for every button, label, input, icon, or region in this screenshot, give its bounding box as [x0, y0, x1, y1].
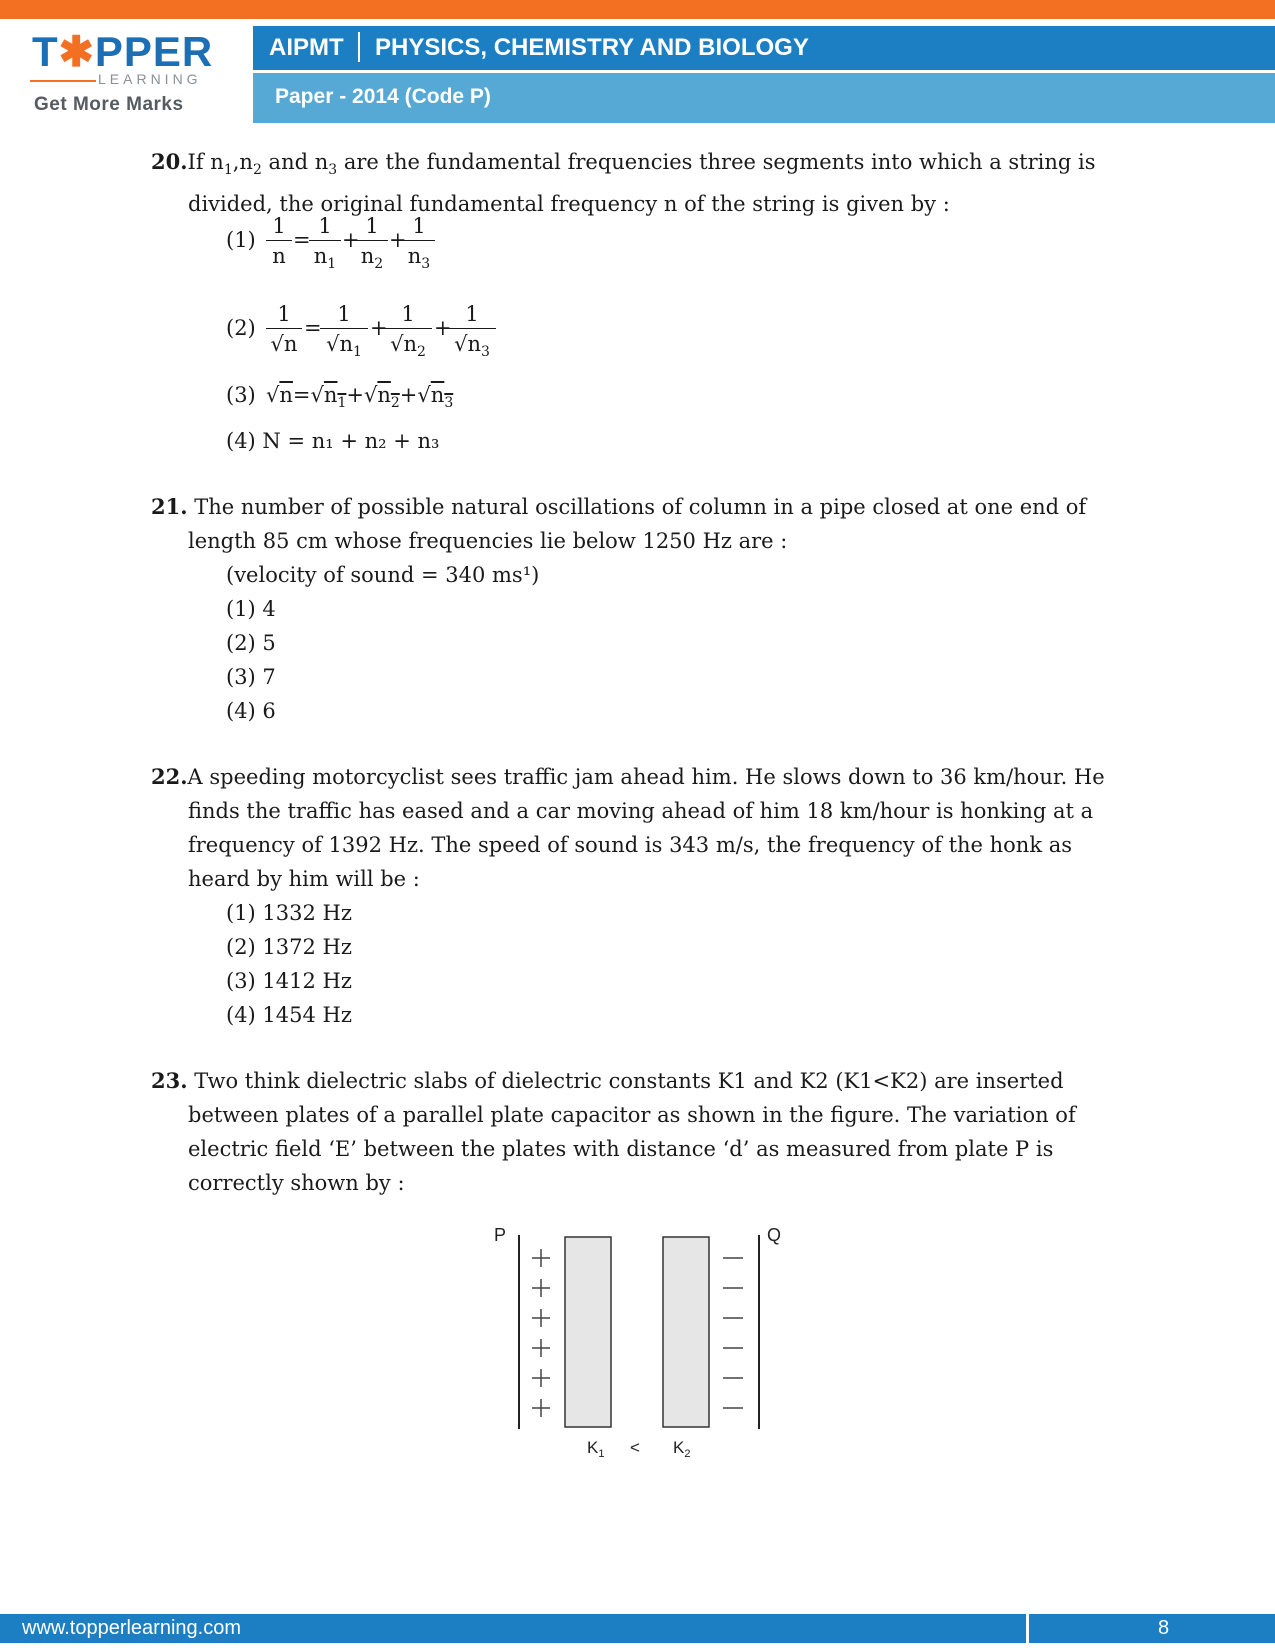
- slab-k1: [565, 1237, 611, 1427]
- question-20: 20.If $n_1,n_2$ and $n_3$ are the fundamental frequencies three segments into which a string is divided, the original fundamental frequency n of the string is given by :: [151, 145, 1111, 221]
- topper-logo: [30, 28, 214, 120]
- question-number: 20.: [151, 149, 188, 174]
- k1-label: $K_1$: [587, 1438, 605, 1460]
- option: (3) 1412 Hz: [226, 969, 352, 993]
- question-text: divided, the original fundamental frequency n of the string is given by :: [188, 192, 950, 217]
- option: (2) 1372 Hz: [226, 935, 352, 959]
- question-22: 22.A speeding motorcyclist sees traffic jam ahead him. He slows down to 36 km/hour. He finds the traffic has eased and a car moving ahead of him 18 km/hour is honking at a frequency of 1392 Hz. The speed of sound is 343 m/s, the frequency of the honk as heard by him will be :: [151, 764, 1105, 891]
- question-21: 21. The number of possible natural oscillations of column in a pipe closed at one end of length 85 cm whose frequencies lie below 1250 Hz are :: [151, 494, 1087, 553]
- paper-band: [253, 73, 1275, 123]
- exam-name: AIPMT: [269, 34, 344, 61]
- option: (4) 1454 Hz: [226, 1003, 352, 1027]
- option: (4) 6: [226, 699, 276, 723]
- option: (3) 7: [226, 665, 276, 689]
- capacitor-figure: [480, 1225, 800, 1465]
- q21-note: (velocity of sound = 340 ms¹): [226, 563, 540, 587]
- logo-underline: [30, 80, 96, 82]
- logo-wordmark: T✱PPER: [32, 28, 214, 75]
- k2-label: $K_2$: [673, 1438, 691, 1460]
- header-separator: [358, 32, 360, 62]
- logo-tagline: Get More Marks: [34, 94, 184, 115]
- option: (2) 5: [226, 631, 276, 655]
- header-band: [253, 26, 1275, 70]
- page-number: 8: [1158, 1617, 1170, 1639]
- logo-sub: LEARNING: [98, 71, 202, 87]
- option: (1) 4: [226, 597, 276, 621]
- question-23: 23. Two think dielectric slabs of dielectric constants K1 and K2 (K1<K2) are inserted between plates of a parallel plate capacitor as shown in the figure. The variation of electric field ‘E’ between the plates with distance ‘d’ as measured from plate P is correctly shown by :: [151, 1068, 1076, 1195]
- paper-title: Paper - 2014 (Code P): [275, 85, 491, 108]
- q22-options: [226, 896, 352, 1032]
- plate-q-label: Q: [767, 1225, 782, 1245]
- q20-option-4: (4) N = n₁ + n₂ + n₃: [226, 429, 440, 453]
- positive-charges: [532, 1249, 550, 1417]
- q21-options: [226, 558, 539, 728]
- footer-url[interactable]: www.topperlearning.com: [22, 1617, 241, 1639]
- subjects-title: PHYSICS, CHEMISTRY AND BIOLOGY: [375, 34, 809, 61]
- footer-bar: [0, 1614, 1275, 1643]
- option: (1) 1332 Hz: [226, 901, 352, 925]
- slab-k2: [663, 1237, 709, 1427]
- plate-p-label: P: [494, 1225, 507, 1245]
- top-accent-bar: [0, 0, 1275, 19]
- negative-charges: [723, 1258, 743, 1408]
- less-than-sign: <: [630, 1438, 640, 1457]
- footer-divider: [1026, 1614, 1029, 1643]
